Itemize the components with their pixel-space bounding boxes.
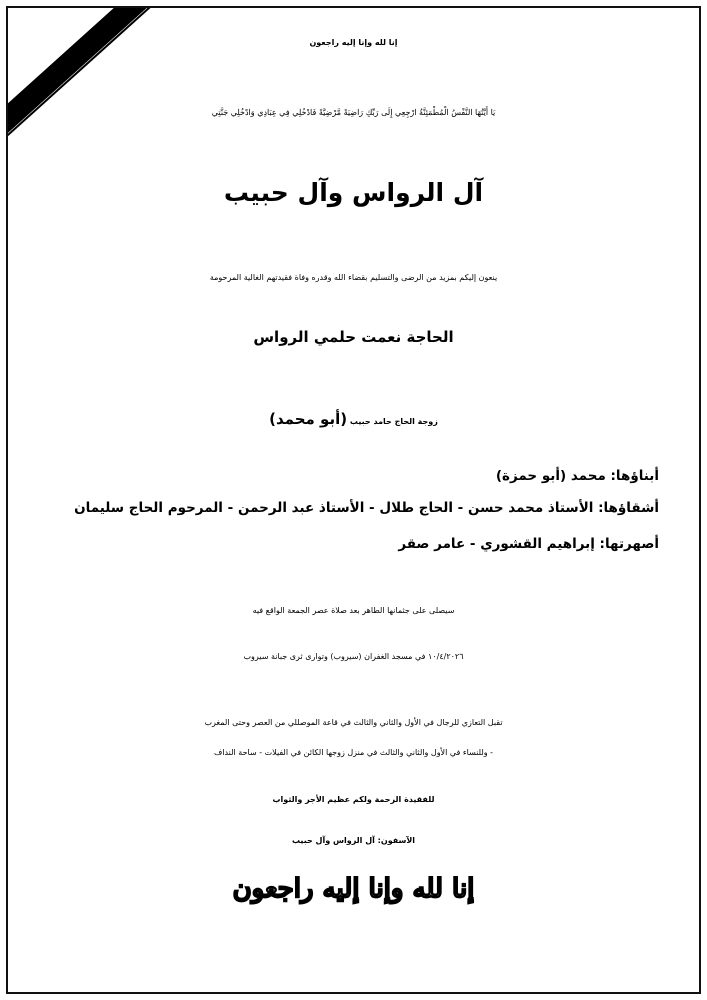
relatives-brothers: أشقاؤها: الأستاذ محمد حسن - الحاج طلال - الأستاذ عبد الرحمن - المرحوم الحاج سليمان [74,500,659,516]
mourning-ribbon-edge [6,6,158,142]
relatives-in-laws: أصهرتها: إبراهيم القشوري - عامر صقر [398,536,659,552]
mourning-ribbon [6,6,167,137]
condolences-men: تقبل التعازي للرجال في الأول والثاني والثالث في قاعة الموصللي من العصر وحتى المغرب [204,718,503,727]
wife-of-line [8,410,699,428]
announcement-text: ينعون إليكم بمزيد من الرضى والتسليم بقضاء الله وقدره وفاة فقيدتهم الغالية المرحومة [209,273,498,282]
obituary-page [6,6,701,994]
wife-of-nickname: (أبو محمد) [269,410,348,428]
header-title: إنا لله وإنا إليه راجعون [309,38,398,47]
closing-calligraphy: إنا لله وإنا إليه راجعون [232,874,475,904]
funeral-line-2: ١٠/٤/٢٠٢٦ في مسجد الغفران (سيروب) وتوارى ثرى جبانة سيروب [243,652,464,661]
deceased-name: الحاجة نعمت حلمي الرواس [253,328,454,346]
funeral-line-1: سيصلى على جثمانها الطاهر بعد صلاة عصر الجمعة الواقع فيه [252,606,455,615]
quran-verse: يَا أَيَّتُهَا النَّفْسُ الْمُطْمَئِنَّةُ ارْجِعِي إِلَى رَبِّكِ رَاضِيَةً مَّرْضِيَّةً فَادْخُلِي فِي عِبَادِي وَادْخُلِي جَنَّتِي [211,108,496,117]
families-title: آل الرواس وآل حبيب [223,178,484,207]
closing-mercy: للفقيدة الرحمة ولكم عظيم الأجر والثواب [272,795,435,804]
wife-of-text: زوجة الحاج حامد حبيب [349,417,438,426]
closing-mourners: الآسفون: آل الرواس وآل حبيب [291,836,416,845]
relatives-sons: أبناؤها: محمد (أبو حمزة) [495,468,659,484]
condolences-women: - وللنساء في الأول والثاني والثالث في منزل زوجها الكائن في الفيلات - ساحة النداف [213,748,494,757]
